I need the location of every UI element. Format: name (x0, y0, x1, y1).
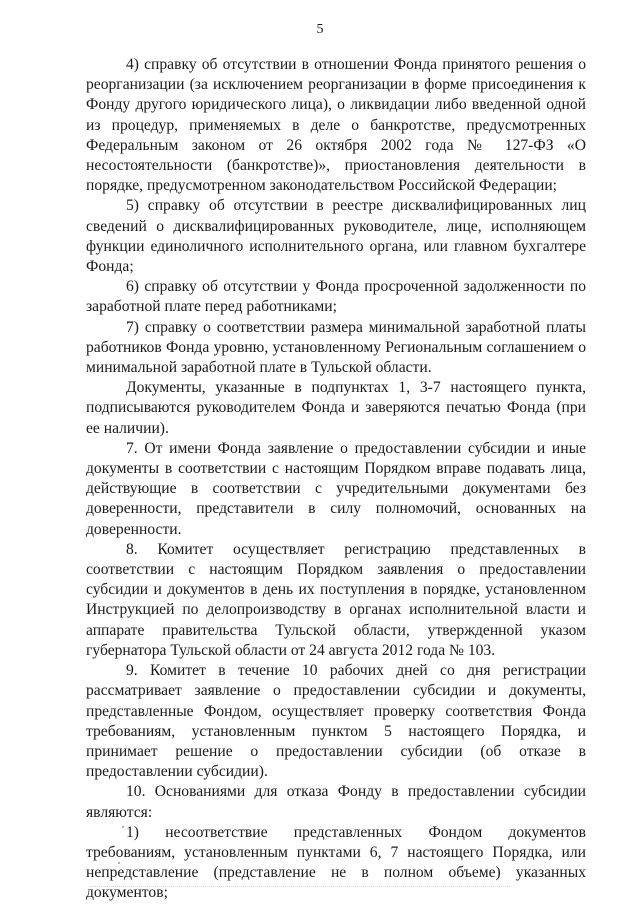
scan-artifact-line (90, 886, 510, 891)
paragraph: 5) справку об отсутствии в реестре дисквалифицированных лиц сведений о дисквалифицированных руководителе, лице, исполняющем функции единоличного исполнительного органа, или главном бухгалтере Фонда; (86, 197, 586, 276)
paragraph: 4) справку об отсутствии в отношении Фонда принятого решения о реорганизации (за исключением реорганизации в форме присоединения к Фонду другого юридического лица), о ликвидации либо введенной одной из процедур, применяемых в деле о банкротстве, предусмотренных Федеральным законом от 26 октября 2002 года № 127-ФЗ «О несостоятельности (банкротстве)», приостановления деятельности в порядке, предусмотренном законодательством Российской Федерации; (86, 56, 586, 195)
paragraph: 9. Комитет в течение 10 рабочих дней со дня регистрации рассматривает заявление о предоставлении субсидии и документы, представленные Фондом, осуществляет проверку соответствия Фонда требованиям, установленным пунктом 5 настоящего Порядка, и принимает решение о предоставлении субсидии (об отказе в предоставлении субсидии). (86, 662, 586, 781)
scan-speck (122, 826, 124, 828)
paragraph: 6) справку об отсутствии у Фонда просроченной задолженности по заработной плате перед работниками; (86, 278, 586, 316)
paragraph: 7) справку о соответствии размера минимальной заработной платы работников Фонда уровню, установленному Региональным соглашением о минимальной заработной плате в Тульской области. (86, 318, 586, 377)
paragraph: 10. Основаниями для отказа Фонду в предоставлении субсидии являются: (86, 783, 586, 821)
page-number: 5 (316, 22, 324, 37)
paragraph: 1) несоответствие представленных Фондом документов требованиям, установленным пунктами 6, 7 настоящего Порядка, или непредставление (представление не в полном объеме) указанных документов; (86, 823, 586, 902)
scan-speck (118, 862, 120, 864)
document-body (86, 55, 586, 904)
paragraph: 8. Комитет осуществляет регистрацию представленных в соответствии с настоящим Порядком заявления о предоставлении субсидии и документов в день их поступления в порядке, установленном Инструкцией по делопроизводству в органах исполнительной власти и аппарате правительства Тульской области, утвержденной указом губернатора Тульской области от 24 августа 2012 года № 103. (86, 540, 586, 659)
paragraph: Документы, указанные в подпунктах 1, 3-7 настоящего пункта, подписываются руководителем Фонда и заверяются печатью Фонда (при ее наличии). (86, 379, 586, 437)
paragraph: 7. От имени Фонда заявление о предоставлении субсидии и иные документы в соответствии с настоящим Порядком вправе подавать лица, действующие в соответствии с учредительными документами без доверенности, представители в силу полномочий, основанных на доверенности. (86, 439, 586, 538)
